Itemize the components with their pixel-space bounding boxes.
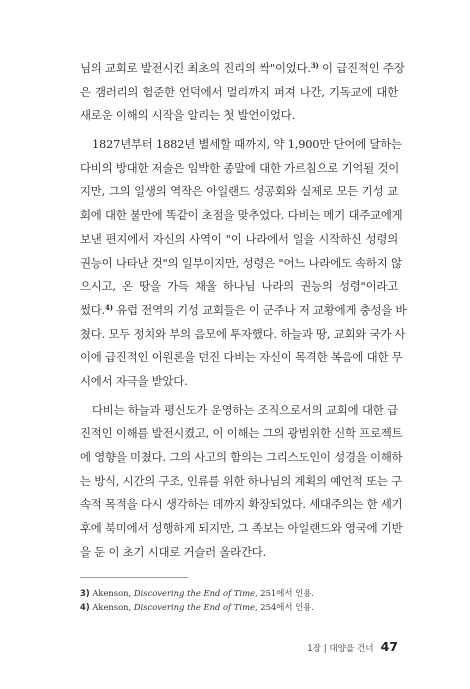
page-footer: [307, 639, 398, 655]
footnote-ref[interactable]: 4): [105, 302, 113, 312]
text-line: 보낸 편지에서 자신의 사역이 "이 나라에서 일을 시작하신 성령의: [80, 231, 398, 246]
text-line: 다비의 방대한 저술은 임박한 종말에 대한 가르침으로 기억될 것이: [80, 160, 400, 175]
text-line: 는 방식, 시간의 구조, 인류를 위한 하나님의 계획의 예언적 또는 구: [80, 473, 402, 488]
text-line: 새로운 이해의 시작을 알리는 첫 발언이었다.: [80, 108, 295, 123]
text-line: 다비는 하늘과 평신도가 운영하는 조직으로서의 교회에 대한 급: [92, 402, 398, 417]
text-line: 속적 목적을 다시 생각하는 데까지 확장되었다. 세대주의는 한 세기: [80, 497, 403, 512]
text-line: 1827년부터 1882년 별세할 때까지, 약 1,900만 단어에 달하는: [92, 137, 402, 152]
text-line: 회에 대한 불만에 똑같이 초점을 맞추었다. 다비는 메기 대주교에게: [80, 208, 403, 223]
text-line: 을 둔 이 초기 시대로 거슬러 올라간다.: [80, 544, 266, 559]
paragraph: [80, 133, 407, 394]
text-line: 후에 북미에서 성행하게 되지만, 그 족보는 아일랜드와 영국에 기반: [80, 521, 403, 536]
footnote-number: 3): [80, 588, 90, 598]
text-line: 권능이 나타난 것"의 일부이지만, 성령은 "어느 나라에도 속하지 않: [80, 255, 402, 270]
footnote-divider: [80, 577, 188, 578]
footnotes: [80, 587, 398, 614]
text-line: 에 영향을 미쳤다. 그의 사고의 함의는 그리스도인이 성경을 이해하: [80, 450, 403, 464]
text-line: 쳤다. 모두 정치와 부의 음모에 투자했다. 하늘과 땅, 교회와 국가 사: [80, 326, 406, 341]
text-line: 이에 급진적인 이원론을 던진 다비는 자신이 목격한 복음에 대한 무: [80, 350, 403, 365]
footnote-ref[interactable]: 3): [310, 61, 319, 70]
page-number: 47: [380, 639, 398, 654]
text-line: 으시고, 온 땅을 가득 채울 하나님 나라의 권능의 성령"이라고: [80, 279, 398, 294]
book-title: Discovering the End of Time: [133, 588, 255, 598]
text-line: 진적인 이해를 발전시켰고, 이 이해는 그의 광범위한 신학 프로젝트: [80, 426, 403, 441]
footnote: 4) Akenson, Discovering the End of Time, 254에서 인용.: [80, 601, 314, 612]
footnote-number: 4): [80, 601, 90, 612]
text-line: 지만, 그의 일생의 역작은 아일랜드 성공회와 실제로 모든 기성 교: [80, 184, 398, 199]
text-line: 님의 교회로 발전시킨 최초의 진리의 싹"이었다.$^{3)}$ 이 급진적인 주장: [80, 61, 405, 75]
text-line: 썼다.$^{4)}$ 유럽 전역의 기성 교회들은 이 군주나 저 교황에게 충성을 바: [80, 302, 407, 317]
paragraph: [80, 57, 405, 128]
paragraph: [80, 399, 403, 565]
footnote: 3) Akenson, Discovering the End of Time, 251에서 인용.: [80, 588, 314, 598]
text-line: 시에서 자극을 받았다.: [80, 373, 188, 388]
body-text: [80, 57, 407, 564]
text-line: 은 갬러리의 험준한 언덕에서 멀리까지 퍼져 나간, 기독교에 대한: [80, 84, 398, 99]
chapter-title: 1장 | 대양을 건너: [307, 644, 374, 654]
book-title: Discovering the End of Time: [133, 601, 255, 612]
